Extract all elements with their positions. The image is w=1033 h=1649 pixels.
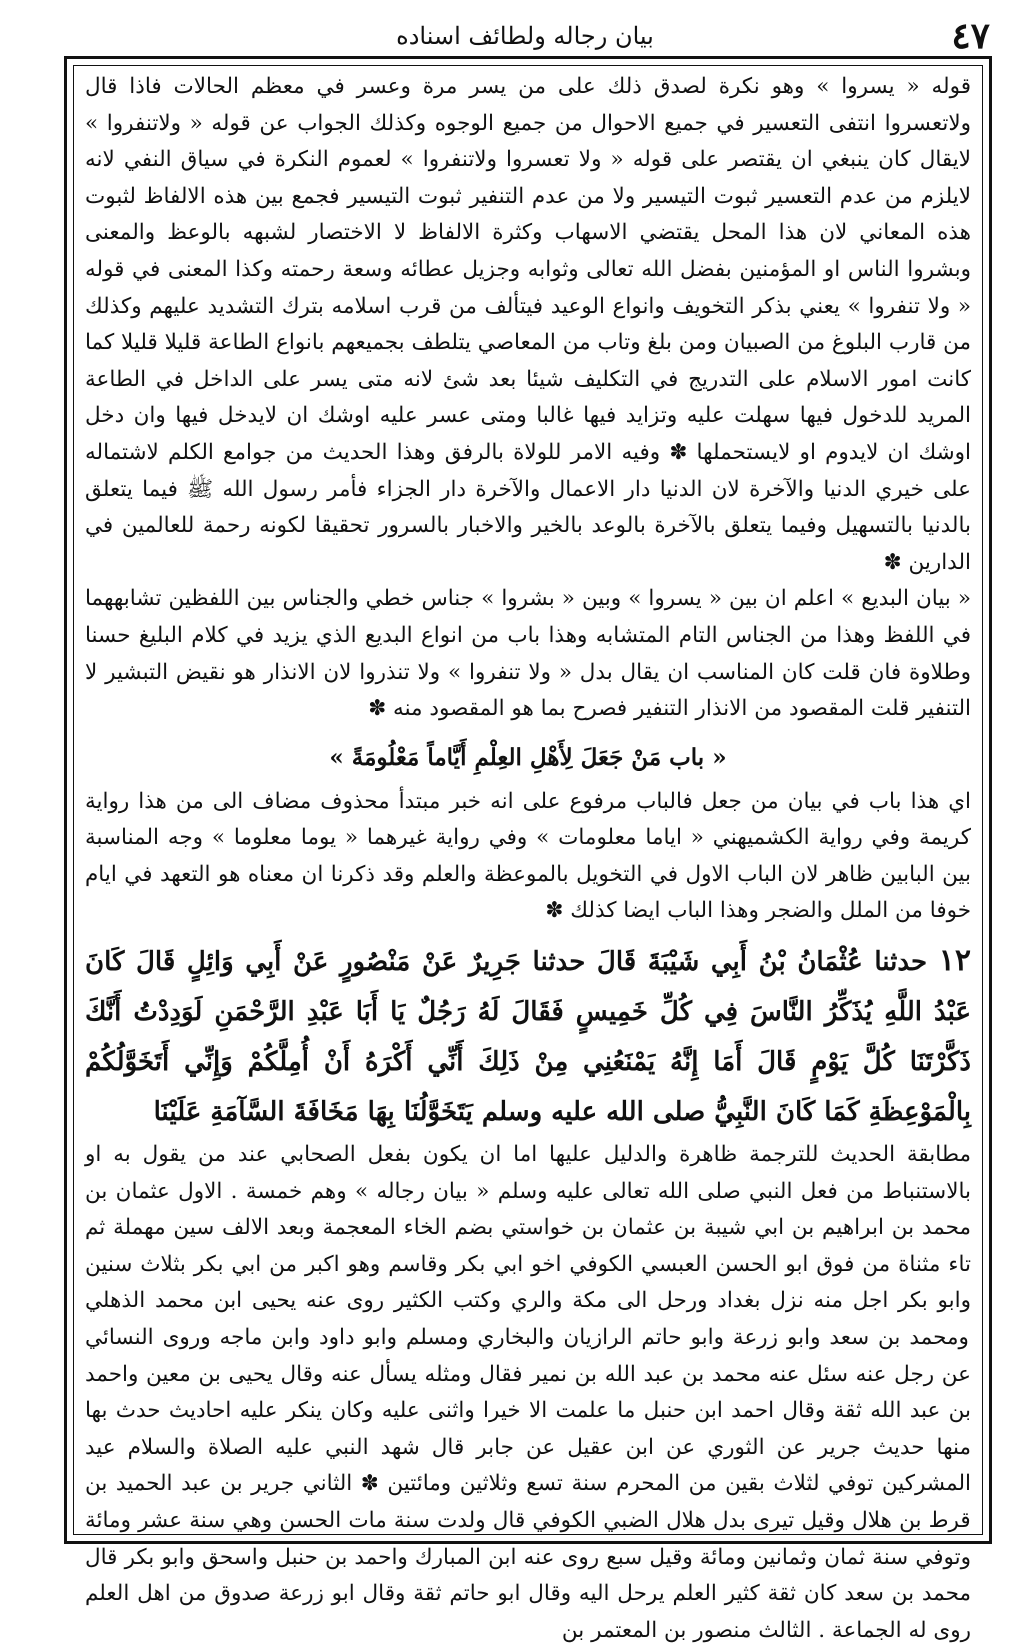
text-line: مطابقة الحديث للترجمة ظاهرة والدليل عليها اما ان يكون بفعل الصحابي عند من يقول به او بالاستنباط من فعل [85, 1142, 971, 1204]
page-number: ٤٧ [951, 15, 990, 57]
commentary-block-1 [85, 69, 971, 581]
text-line: وتوفي سنة ثمان وثمانين ومائة وقيل سبع روى عنه ابن المبارك واحمد بن حنبل واسحق وابو بكر قال محمد بن سعد كان ثقة [85, 1544, 972, 1607]
text-line: « بيان البديع » اعلم ان بين « يسروا » وبين « بشروا » جناس خطي والجناس بين اللفظين تشابههما في اللفظ وهذا من الجناس [85, 586, 972, 648]
text-line: النبي صلى الله تعالى عليه وسلم « بيان رجاله » وهم خمسة . الاول عثمان بن محمد بن ابراهيم بن ابي شيبة بن عثمان بن [85, 1178, 971, 1241]
text-line: في جميع الاحوال من جميع الوجوه وكذلك الجواب عن قوله « ولاتنفروا » لايقال كان ينبغي ان يقتصر على قوله « ولا [85, 110, 972, 173]
text-line: وهو اكبر من ابي بكر بثلاث سنين وابو بكر اجل منه نزل بغداد ورحل الى مكة والري وكتب الكثير روى عنه يحيى [85, 1251, 971, 1314]
text-line: عن جابر قال شهد النبي عليه الصلاة والسلام عيد المشركين توفي لثلاث بقين من المحرم سنة تسع وثلاثين ومائتين ✽ الثاني [85, 1434, 971, 1497]
page-header [60, 14, 990, 58]
hadith-text-block [85, 936, 971, 1137]
text-line: كثير العلم يرحل اليه وقال ابو حاتم ثقة وقال ابو زرعة صدوق من اهل العلم روى له الجماعة . الثالث منصور بن المعتمر بن [85, 1581, 971, 1643]
text-line: ابن محمد الذهلي ومحمد بن سعد وابو زرعة وابو حاتم الرازيان والبخاري ومسلم وابو داود وابن ماجه وروى النسائي [85, 1288, 969, 1351]
text-line: بالوعظ والمعنى وبشروا الناس او المؤمنين بفضل الله تعالى وثوابه وجزيل عطائه وسعة رحمته وكذا المعنى في قوله « ولا [85, 220, 971, 319]
text-line: في التكليف شيئا بعد شئ لانه متى يسر على الداخل في الطاعة المريد للدخول فيها سهلت عليه وتزايد فيها غالبا ومتى عسر [85, 366, 971, 429]
commentary-block-2 [85, 581, 971, 727]
page-frame [64, 56, 992, 1643]
text-line: خواستي بضم الخاء المعجمة وبعد الالف سين مهملة ثم تاء مثناة من فوق ابو الحسن العبسي الكوفي اخو ابي بكر وقاسم [85, 1215, 971, 1277]
hadith-number: ١٢ [938, 943, 971, 979]
text-line: عن رجل عنه سئل عنه محمد بن عبد الله بن نمير فقال ومثله يسأل عنه وقال يحيى بن معين واحمد بن عبد الله ثقة وقال احمد [85, 1361, 971, 1424]
text-line: قوله « يسروا » وهو نكرة لصدق ذلك على من يسر مرة وعسر في معظم الحالات فاذا قال ولاتعسروا انتفى التعسير [85, 74, 971, 136]
text-line: ابن حنبل ما علمت الا خيرا واثنى عليه وكان ينكر عليه احاديث حدث بها منها حديث جرير عن الثوري عن ابن عقيل [85, 1398, 971, 1460]
text-line: جرير بن عبد الحميد بن قرط بن هلال وقيل تيرى بدل هلال الضبي الكوفي قال ولدت سنة مات الحسن وهي سنة عشر ومائة [85, 1471, 971, 1533]
text-line: جوامع الكلم لاشتماله على خيري الدنيا والآخرة لان الدنيا دار الاعمال والآخرة دار الجزاء فأمر رسول الله ﷺ [85, 439, 971, 502]
text-line: التيسير فجمع بين هذه الالفاظ لثبوت هذه المعاني لان هذا المحل يقتضي الاسهاب وكثرة الالفاظ لا الاختصار لشبهه [85, 183, 971, 246]
text-line: الكشميهني « اياما معلومات » وفي رواية غيرهما « يوما معلوما » وجه المناسبة بين البابين ظاهر لان الباب الاول في [85, 825, 972, 887]
running-title: بيان رجاله ولطائف اسناده [396, 22, 654, 50]
text-line: من الصبيان ومن بلغ وتاب من المعاصي يتلطف بجميعهم بانواع الطاعة قليلا قليلا كما كانت امور الاسلام على التدريج [84, 330, 971, 392]
text-line: اي هذا باب في بيان من جعل فالباب مرفوع على انه خبر مبتدأ محذوف مضاف الى من هذا رواية كريمة وفي رواية [85, 788, 972, 851]
text-line: التام المتشابه وهذا باب من انواع البديع الذي يزيد في كلام البليغ حسنا وطلاوة فان قلت كان المناسب ان يقال بدل « ولا [85, 622, 971, 685]
page-content [85, 69, 971, 1649]
text-line: تنفروا » يعني بذكر التخويف وانواع الوعيد فيتألف من قرب اسلامه بترك التشديد عليهم وكذلك من قارب البلوغ [85, 293, 971, 356]
hadith-text: حدثنا عُثْمَانُ بْنُ أَبِي شَيْبَةَ قَالَ حدثنا جَرِيرٌ عَنْ مَنْصُورٍ عَنْ أَبِي وَائِلٍ قَالَ كَانَ عَبْدُ اللَّهِ يُذَكِّرُ النَّاسَ فِي كُلِّ خَمِيسٍ فَقَالَ لَهُ رَجُلٌ يَا أَبَا عَبْدِ الرَّحْمَنِ لَوَدِدْتُ أَنَّكَ ذَكَّرْتَنَا كُلَّ يَوْمٍ قَالَ أَمَا إِنَّهُ يَمْنَعُنِي مِنْ ذَلِكَ أَنِّي أَكْرَهُ أَنْ أُمِلَّكُمْ وَإِنِّي أَتَخَوَّلُكُمْ بِالْمَوْعِظَةِ كَمَا كَانَ النَّبِيُّ صلى الله عليه وسلم يَتَخَوَّلُنَا بِهَا مَخَافَةَ السَّآمَةِ عَلَيْنَا [85, 947, 971, 1128]
text-line: التخويل بالموعظة والعلم وقد ذكرنا ان معناه هو التعهد في ايام خوفا من الملل والضجر وهذا الباب ايضا كذلك ✽ [85, 861, 971, 924]
text-line: عليه اوشك ان لايدخل فيها وان دخل اوشك ان لايدوم او لايستحملها ✽ وفيه الامر للولاة بالرفق وهذا الحديث من [85, 403, 971, 465]
text-line: تنفروا » ولا تنذروا لان الانذار هو نقيض التبشير لا التنفير قلت المقصود من الانذار التنفير فصرح بما هو المقصود منه ✽ [85, 659, 971, 722]
text-line: تعسروا ولاتنفروا » لعموم النكرة في سياق النفي لانه لايلزم من عدم التعسير ثبوت التيسير ولا من عدم التنفير ثبوت [85, 147, 971, 209]
chapter-title: « باب مَنْ جَعَلَ لِأَهْلِ العِلْمِ أَيَّاماً مَعْلُومَةً » [329, 743, 727, 771]
text-line: فيما يتعلق بالدنيا بالتسهيل وفيما يتعلق بالآخرة بالوعد بالخير والاخبار بالسرور تحقيقا لكونه رحمة للعالمين في الدارين ✽ [85, 476, 971, 575]
commentary-block-4 [85, 1137, 971, 1649]
commentary-block-3 [85, 784, 971, 930]
